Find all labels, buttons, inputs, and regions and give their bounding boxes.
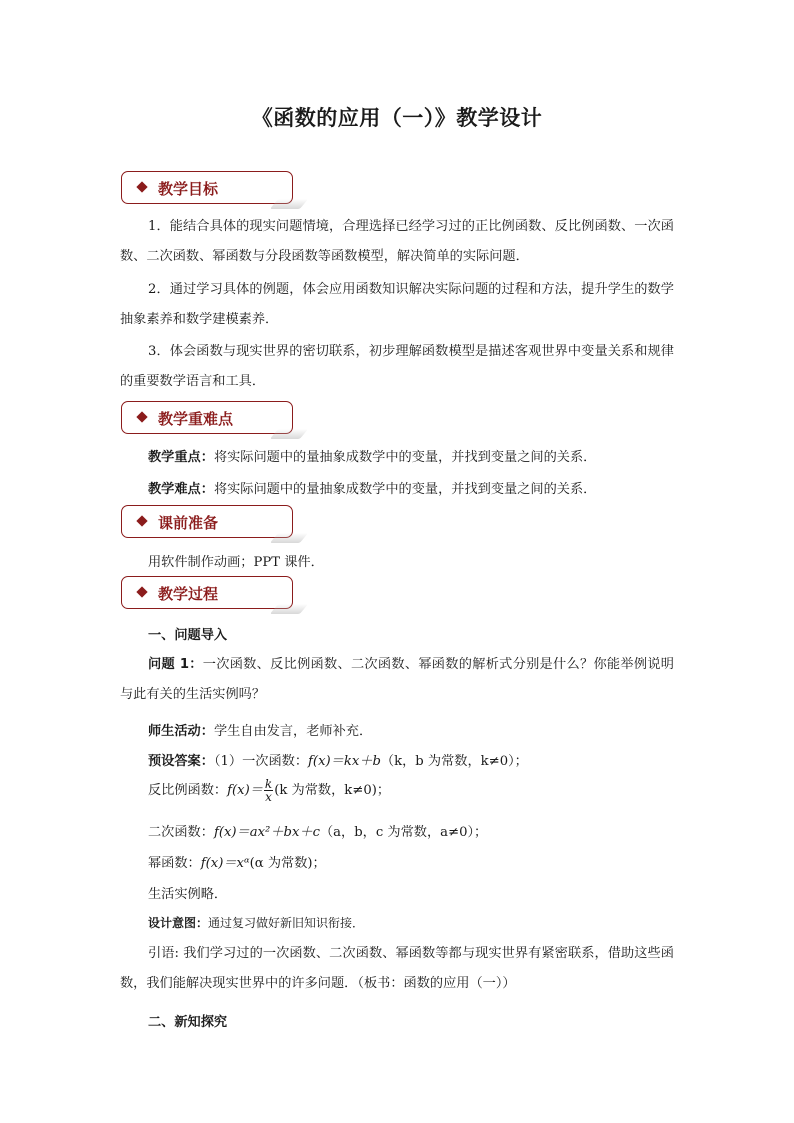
difficulty-line (148, 478, 596, 497)
prep-text: 用软件制作动画；PPT 课件． (148, 555, 324, 570)
quad-condition: （a，b，c 为常数，a≠0）； (319, 825, 488, 840)
section-header-key-points (121, 401, 293, 434)
inverse-fraction (264, 778, 273, 803)
design-label: 设计意图： (148, 916, 209, 930)
inverse-condition: (k 为常数，k≠0)； (274, 783, 391, 798)
inverse-prefix: 反比例函数： (148, 783, 228, 798)
section-shadow (270, 533, 308, 543)
quadratic-line (148, 821, 487, 840)
diamond-bullet-icon (136, 586, 147, 597)
diamond-bullet-icon (136, 411, 147, 422)
section-header-process (121, 576, 293, 609)
inverse-lhs: f(x)＝ (227, 783, 263, 798)
focus-line (148, 446, 596, 465)
section-header-preparation (121, 505, 293, 538)
power-prefix: 幂函数： (148, 856, 201, 871)
section-shadow (270, 199, 308, 209)
diamond-bullet-icon (136, 181, 147, 192)
goal-paragraph-3: 3．体会函数与现实世界的密切联系，初步理解函数模型是描述客观世界中变量关系和规律的重要数学语言和工具． (120, 344, 674, 389)
section-shadow (270, 429, 308, 439)
activity-text: 学生自由发言，老师补充． (213, 724, 373, 739)
design-intent-line (148, 914, 364, 931)
goal-paragraph-2: 2．通过学习具体的例题，体会应用函数知识解决实际问题的过程和方法，提升学生的数学抽象素养和数学建模素养． (120, 282, 674, 327)
goal-paragraph-1: 1．能结合具体的现实问题情境，合理选择已经学习过的正比例函数、反比例函数、一次函数、二次函数、幂函数与分段函数等函数模型，解决简单的实际问题． (120, 219, 674, 264)
design-text: 通过复习做好新旧知识衔接． (208, 916, 365, 930)
part1-heading: 一、问题导入 (148, 628, 228, 643)
answer-line (148, 750, 528, 769)
question1-text: 一次函数、反比例函数、二次函数、幂函数的解析式分别是什么？你能举例说明与此有关的生活实例吗？ (120, 657, 674, 702)
difficulty-label: 教学难点： (148, 482, 214, 497)
inverse-line (148, 778, 390, 803)
quad-prefix: 二次函数： (148, 825, 214, 840)
intro-paragraph: 引语: 我们学习过的一次函数、二次函数、幂函数等都与现实世界有紧密联系，借助这些函数，我们能解决现实世界中的许多问题．（板书：函数的应用（一）） (120, 946, 674, 991)
power-line (148, 852, 326, 871)
focus-label: 教学重点： (148, 450, 214, 465)
fraction-denominator: x (265, 790, 272, 804)
focus-text: 将实际问题中的量抽象成数学中的变量，并找到变量之间的关系． (213, 450, 597, 465)
document-title: 《函数的应用（一）》教学设计 (251, 106, 543, 130)
activity-line (148, 720, 372, 739)
activity-label: 师生活动： (148, 724, 214, 739)
answer-label: 预设答案： (148, 754, 214, 769)
section-label: 教学目标 (158, 180, 219, 198)
section-shadow (270, 604, 308, 614)
quad-formula: f(x)＝ax²＋bx＋c (213, 825, 320, 840)
linear-condition: （k，b 为常数，k≠0）； (380, 754, 528, 769)
section-label: 教学过程 (158, 585, 219, 603)
diamond-bullet-icon (136, 515, 147, 526)
part2-heading: 二、新知探究 (148, 1015, 228, 1030)
fraction-numerator: k (264, 777, 273, 791)
section-label: 教学重难点 (158, 410, 234, 428)
life-examples: 生活实例略． (148, 887, 228, 902)
power-condition: (α 为常数)； (249, 856, 326, 871)
section-label: 课前准备 (158, 514, 219, 532)
linear-formula: f(x)＝kx＋b (308, 754, 381, 769)
difficulty-text: 将实际问题中的量抽象成数学中的变量，并找到变量之间的关系． (213, 482, 597, 497)
section-header-teaching-goals (121, 171, 293, 204)
power-formula: f(x)＝xᵅ (200, 856, 250, 871)
question1-label: 问题 1： (148, 657, 203, 672)
answer-linear-prefix: （1）一次函数： (213, 754, 309, 769)
question1-paragraph (120, 650, 674, 710)
